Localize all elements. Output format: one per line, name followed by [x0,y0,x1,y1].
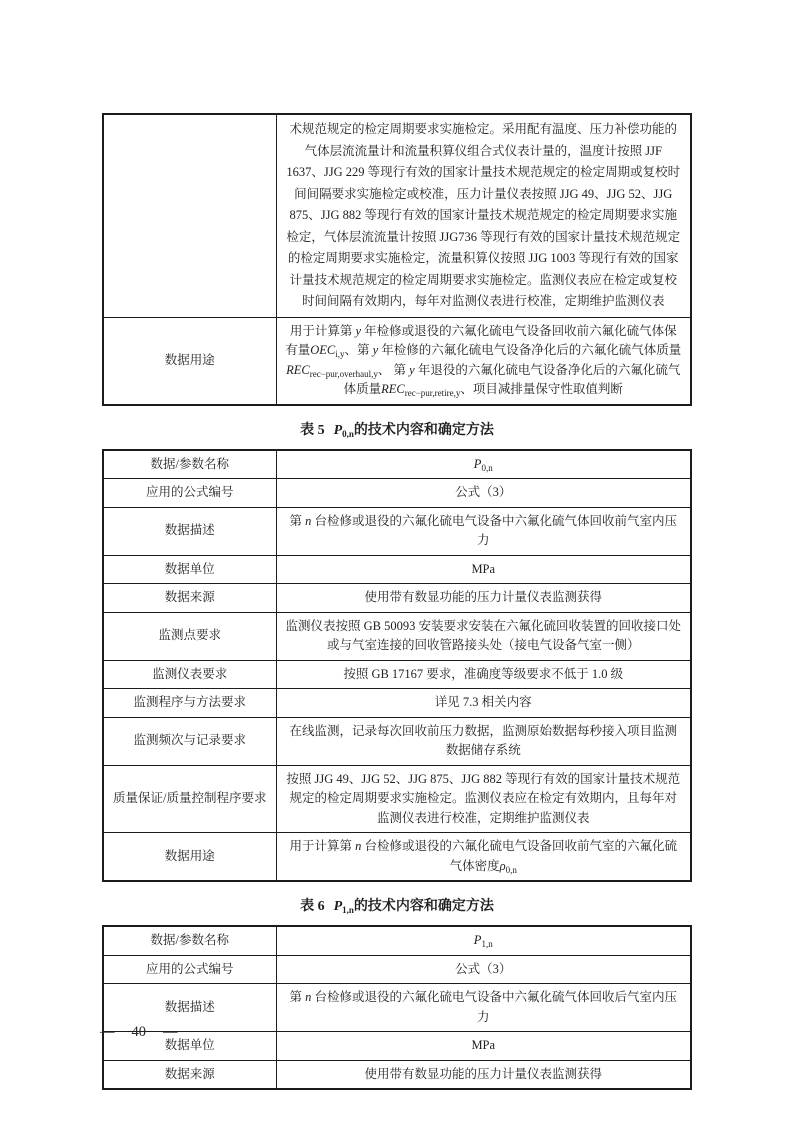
page-number: 40 [131,1024,146,1040]
table-row [103,717,691,765]
table-6-title-number: 表 6 [300,899,325,914]
table-row [103,833,691,882]
row-label-cell: 监测频次与记录要求 [103,717,276,765]
table-6-title-text: $P_{1,n}$的技术内容和确定方法 [333,899,494,915]
table-row [103,114,691,317]
table-5-title-text: $P_{0,n}$的技术内容和确定方法 [333,422,494,439]
row-value-cell: 公式（3） [276,479,691,508]
row-value-cell: 用于计算第 y 年检修或退役的六氟化硫电气设备回收前六氟化硫气体保有量$OEC_{i,y}$、第 y 年检修的六氟化硫电气设备净化后的六氟化硫气体质量$REC_{rec-pur,overhaul,y}$、 第 y 年退役的六氟化硫电气设备净化后的六氟化硫气体质量$REC_{rec-pur,retire,y}$、项目减排量保守性取值判断 [276,317,691,405]
row-label-cell: 监测程序与方法要求 [103,689,276,718]
table-row [103,584,691,613]
table-row [103,1032,691,1061]
row-value-cell: 监测仪表按照 GB 50093 安装要求安装在六氟化硫回收装置的回收接口处或与气室连接的回收管路接头处（接电气设备气室一侧） [276,612,691,660]
row-label-cell: 数据来源 [103,584,276,613]
table-5-title [102,419,692,439]
table-row [103,555,691,584]
row-label-cell: 质量保证/质量控制程序要求 [103,765,276,833]
table-row [103,984,691,1032]
row-label-cell: 监测点要求 [103,612,276,660]
row-value-cell: 使用带有数显功能的压力计量仪表监测获得 [276,1060,691,1089]
table-5 [102,449,692,883]
row-value-cell: 在线监测，记录每次回收前压力数据，监测原始数据每秒接入项目监测数据储存系统 [276,717,691,765]
row-label-cell: 监测仪表要求 [103,660,276,689]
row-value-cell: $P_{0,n}$ [276,450,691,479]
table-row [103,450,691,479]
table-6-title [102,895,692,915]
footer-dash-left: — [100,1024,115,1040]
row-value-cell: 详见 7.3 相关内容 [276,689,691,718]
row-value-cell: 用于计算第 n 台检修或退役的六氟化硫电气设备回收前气室的六氟化硫气体密度$\rho_{0,n}$ [276,833,691,882]
row-value-cell: MPa [276,1032,691,1061]
row-value-cell [276,114,691,317]
table-row [103,689,691,718]
row-label-cell: 数据描述 [103,984,276,1032]
row-label-cell: 数据描述 [103,507,276,555]
table-row [103,955,691,984]
carryover-table [102,113,692,406]
carryover-text: 术规范规定的检定周期要求实施检定。采用配有温度、压力补偿功能的气体层流流量计和流量积算仪组合式仪表计量的，温度计按照 JJF 1637、JJG 229 等现行有效的国家计量技术规范规定的检定周期或复校时间间隔要求实施检定或校准，压力计量仪表按照 JJG 49、JJG 52、JJG 875、JJG 882 等现行有效的国家计量技术规范规定的检定周期要求实施检定，气体层流流量计按照 JJG736 等现行有效的国家计量技术规范规定的检定周期要求实施检定，流量积算仪按照 JJG 1003 等现行有效的国家计量技术规范规定的检定周期要求实施检定。监测仪表应在检定或复校时间间隔有效期内，每年对监测仪表进行校准，定期维护监测仪表 [286,122,681,308]
table-row [103,765,691,833]
row-label-cell: 数据来源 [103,1060,276,1089]
row-label-cell [103,114,276,317]
row-value-cell: 公式（3） [276,955,691,984]
row-label-cell: 数据/参数名称 [103,926,276,955]
row-label-cell: 数据/参数名称 [103,450,276,479]
table-5-title-number: 表 5 [300,422,325,438]
row-label-cell: 数据单位 [103,1032,276,1061]
table-row [103,317,691,405]
table-row [103,926,691,955]
table-row [103,507,691,555]
row-value-cell: 按照 GB 17167 要求，准确度等级要求不低于 1.0 级 [276,660,691,689]
row-value-cell: 第 n 台检修或退役的六氟化硫电气设备中六氟化硫气体回收后气室内压力 [276,984,691,1032]
row-label-cell: 数据用途 [103,317,276,405]
row-label-cell: 数据单位 [103,555,276,584]
page-content [102,113,692,1090]
row-value-cell: 使用带有数显功能的压力计量仪表监测获得 [276,584,691,613]
row-value-cell: MPa [276,555,691,584]
footer-dash-right: — [163,1024,178,1040]
row-label-cell: 应用的公式编号 [103,955,276,984]
row-label-cell: 数据用途 [103,833,276,882]
table-row [103,1060,691,1089]
row-value-cell: 第 n 台检修或退役的六氟化硫电气设备中六氟化硫气体回收前气室内压力 [276,507,691,555]
table-row [103,660,691,689]
table-row [103,612,691,660]
row-label-cell: 应用的公式编号 [103,479,276,508]
table-6 [102,925,692,1090]
row-value-cell: $P_{1,n}$ [276,926,691,955]
row-value-cell: 按照 JJG 49、JJG 52、JJG 875、JJG 882 等现行有效的国家计量技术规范规定的检定周期要求实施检定。监测仪表应在检定有效期内，且每年对监测仪表进行校准，定期维护监测仪表 [276,765,691,833]
table-row [103,479,691,508]
page-footer [100,1024,178,1041]
